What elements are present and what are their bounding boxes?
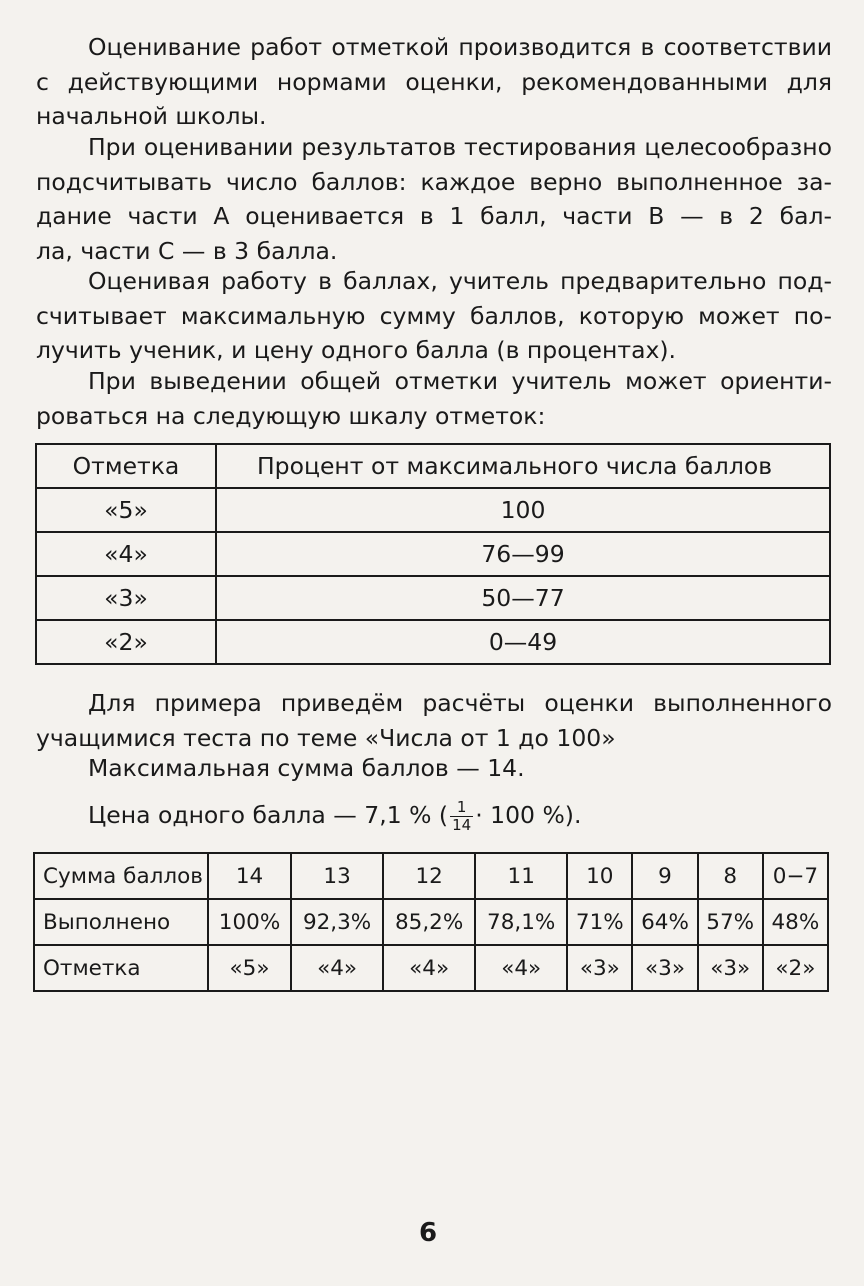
grade-cell: «4» (291, 945, 383, 991)
grade-cell: «4» (475, 945, 567, 991)
paragraph-scoring (36, 130, 832, 268)
completed-cell: 64% (632, 899, 697, 945)
column-header-percent: Процент от максимального числа баллов (216, 444, 830, 488)
completed-cell: 48% (763, 899, 828, 945)
text-line: Оценивание работ отметкой производится в соответствии (88, 33, 832, 61)
sum-cell: 0−7 (763, 853, 828, 899)
paragraph-scale-intro (36, 364, 832, 433)
completed-cell: 85,2% (383, 899, 475, 945)
paragraph-grading-norms (36, 30, 832, 134)
table-row-sums (34, 853, 828, 899)
table-row-grades (34, 945, 828, 991)
grade-cell: «5» (208, 945, 291, 991)
max-sum-line: Максимальная сумма баллов — 14. (88, 754, 525, 782)
sum-cell: 14 (208, 853, 291, 899)
table-row (36, 488, 830, 532)
row-header: Отметка (34, 945, 208, 991)
grade-cell: «3» (632, 945, 697, 991)
paragraph-example (36, 686, 832, 755)
text-line: учащимися теста по теме «Числа от 1 до 100» (36, 723, 616, 752)
completed-cell: 78,1% (475, 899, 567, 945)
completed-cell: 100% (208, 899, 291, 945)
grade-cell: «2» (763, 945, 828, 991)
row-header: Выполнено (34, 899, 208, 945)
table-row (36, 620, 830, 664)
grade-scale-table (35, 443, 831, 665)
completed-cell: 57% (698, 899, 763, 945)
text-line: с действующими нормами оценки, рекомендованными для (36, 67, 832, 96)
percent-cell: 76—99 (216, 532, 830, 576)
grade-cell: «3» (698, 945, 763, 991)
paragraph-max-sum (36, 264, 832, 368)
point-price-line (88, 798, 581, 834)
text-line: подсчитывать число баллов: каждое верно выполненное за- (36, 167, 832, 196)
point-price-text: Цена одного балла — 7,1 % ( (88, 801, 449, 829)
text-line: роваться на следующую шкалу отметок: (36, 401, 546, 430)
text-line: дание части А оценивается в 1 балл, части В — в 2 бал- (36, 202, 832, 231)
grade-cell: «2» (36, 620, 216, 664)
sum-cell: 10 (567, 853, 632, 899)
grade-cell: «3» (36, 576, 216, 620)
text-line: При оценивании результатов тестирования целесообразно (88, 133, 832, 161)
completed-cell: 92,3% (291, 899, 383, 945)
grade-cell: «3» (567, 945, 632, 991)
grade-cell: «4» (36, 532, 216, 576)
text-line: При выведении общей отметки учитель может ориенти- (88, 367, 832, 395)
completed-cell: 71% (567, 899, 632, 945)
text-line: считывает максимальную сумму баллов, которую может по- (36, 301, 832, 330)
example-calculation-table (33, 852, 829, 992)
sum-cell: 13 (291, 853, 383, 899)
row-header: Сумма баллов (34, 853, 208, 899)
page-number: 6 (419, 1218, 438, 1248)
percent-cell: 100 (216, 488, 830, 532)
percent-cell: 50—77 (216, 576, 830, 620)
point-price-text-end: · 100 %). (475, 801, 582, 829)
fraction-denominator: 14 (452, 816, 472, 834)
column-header-grade: Отметка (36, 444, 216, 488)
text-line: Оценивая работу в баллах, учитель предварительно под- (88, 267, 832, 295)
table-row-completed (34, 899, 828, 945)
grade-cell: «5» (36, 488, 216, 532)
text-line: лучить ученик, и цену одного балла (в процентах). (36, 336, 677, 365)
text-line: Для примера приведём расчёты оценки выполненного (88, 689, 832, 717)
text-line: ла, части С — в 3 балла. (36, 236, 338, 265)
fraction-numerator: 1 (450, 799, 473, 817)
grade-cell: «4» (383, 945, 475, 991)
sum-cell: 9 (632, 853, 697, 899)
sum-cell: 12 (383, 853, 475, 899)
table-row (36, 532, 830, 576)
table-header-row (36, 444, 830, 488)
text-line: начальной школы. (36, 102, 267, 131)
table-row (36, 576, 830, 620)
sum-cell: 8 (698, 853, 763, 899)
sum-cell: 11 (475, 853, 567, 899)
fraction (450, 799, 473, 834)
percent-cell: 0—49 (216, 620, 830, 664)
